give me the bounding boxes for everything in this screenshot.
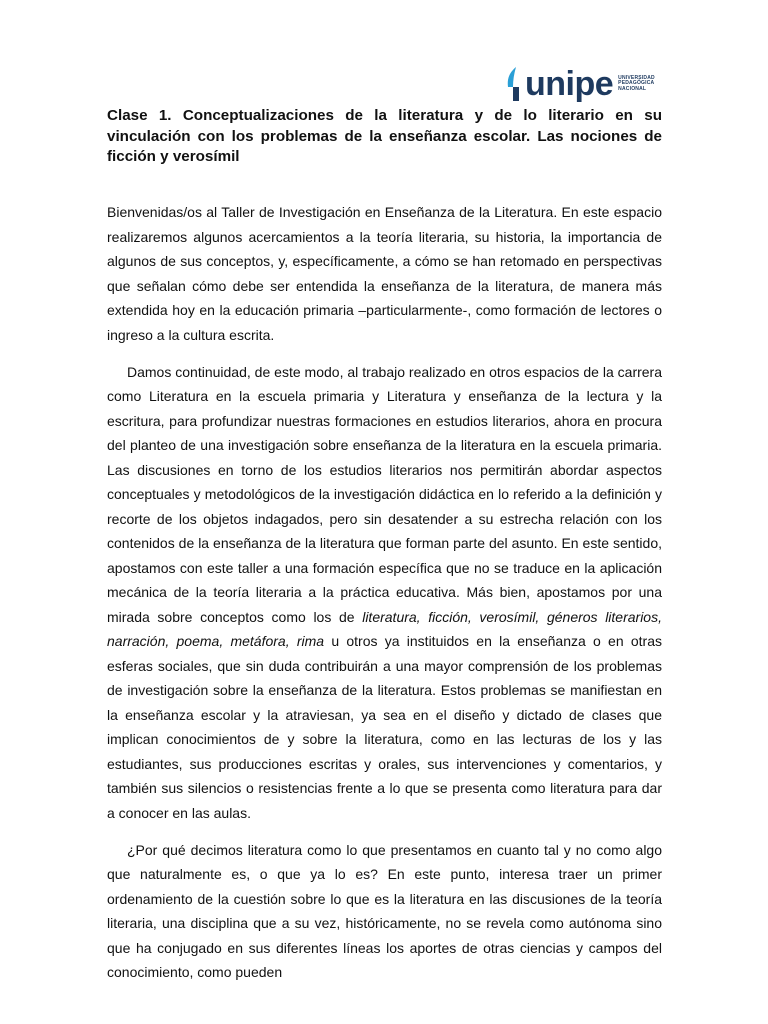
logo-subtitle	[618, 76, 658, 93]
paragraph-2-text-b: u otros ya instituidos en la enseñanza o en otras esferas sociales, que sin duda contribuirán a una mayor comprensión de los problemas de investigación sobre la enseñanza de la literatura. Estos problemas se manifiestan en la enseñanza escolar y la atraviesan, ya sea en el diseño y dictado de clases que implican conocimientos de y sobre la literatura, como en las lecturas de los y las estudiantes, sus producciones escritas y orales, sus intervenciones y comentarios, y también sus silencios o resistencias frente a lo que se presenta como literatura para dar a conocer en las aulas.	[107, 633, 662, 821]
unipe-logo	[505, 64, 658, 104]
logo-subtitle-line-3: NACIONAL	[618, 85, 647, 92]
paragraph-2-italic-terms: literatura, ficción, verosímil, géneros literarios, narración, poema, metáfora, rima	[107, 608, 662, 649]
unipe-logo-mark-icon	[505, 67, 523, 101]
logo-subtitle-line-1: UNIVERSIDAD	[618, 74, 655, 81]
logo-subtitle-line-2: PEDAGÓGICA	[618, 80, 655, 87]
paragraph-2	[107, 360, 662, 826]
paragraph-2-text-a: Damos continuidad, de este modo, al trabajo realizado en otros espacios de la carrera como Literatura en la escuela primaria y Literatura y enseñanza de la lectura y la escritura, para profundizar nuestras formaciones en estudios literarios, ahora en procura del planteo de una investigación sobre enseñanza de la literatura en la escuela primaria. Las discusiones en torno de los estudios literarios nos permitirán abordar aspectos conceptuales y metodológicos de la investigación didáctica en lo referido a la definición y recorte de los objetos indagados, pero sin desatender a su estrecha relación con los contenidos de la enseñanza de la literatura que forman parte del asunto. En este sentido, apostamos con este taller a una formación específica que no se traduce en la aplicación mecánica de la teoría literaria a la práctica educativa. Más bien, apostamos por una mirada sobre conceptos como los de	[107, 363, 662, 625]
document-title: Clase 1. Conceptualizaciones de la literatura y de lo literario en su vinculación con los problemas de la enseñanza escolar. Las nociones de ficción y verosímil	[107, 107, 662, 165]
document-body	[107, 200, 662, 997]
logo-wordmark: unipe	[525, 65, 614, 103]
paragraph-1: Bienvenidas/os al Taller de Investigación en Enseñanza de la Literatura. En este espacio realizaremos algunos acercamientos a la teoría literaria, su historia, la importancia de algunos de sus conceptos, y, específicamente, a cómo se han retomado en perspectivas que señalan cómo debe ser entendida la enseñanza de la literatura, de manera más extendida hoy en la educación primaria –particularmente-, como formación de lectores o ingreso a la cultura escrita.	[107, 204, 662, 343]
paragraph-3: ¿Por qué decimos literatura como lo que presentamos en cuanto tal y no como algo que naturalmente es, o que ya lo es? En este punto, interesa traer un primer ordenamiento de la cuestión sobre lo que es la literatura en las discusiones de la teoría literaria, una disciplina que a su vez, históricamente, no se revela como autónoma sino que ha conjugado en sus diferentes líneas los aportes de otras ciencias y campos del conocimiento, como pueden	[107, 841, 662, 980]
